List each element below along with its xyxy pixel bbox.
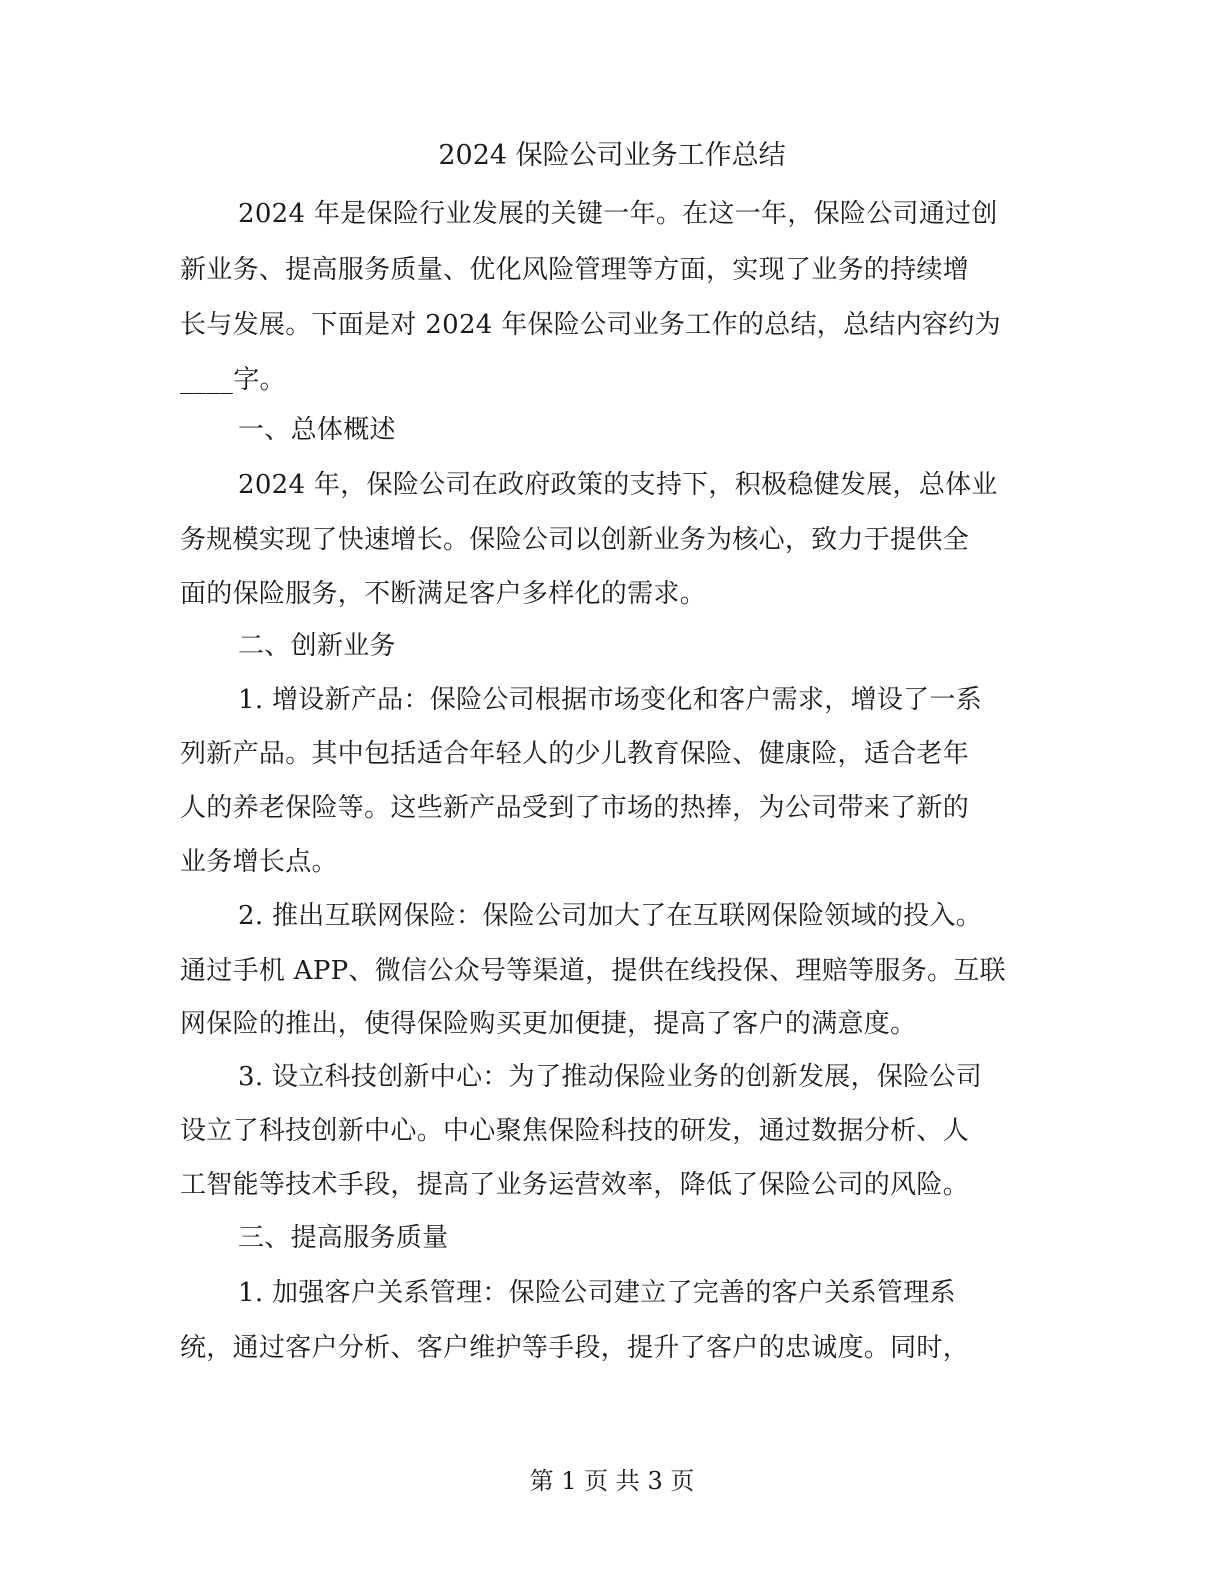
- paragraph-line: 统，通过客户分析、客户维护等手段，提升了客户的忠诚度。同时，: [180, 1333, 970, 1363]
- paragraph-line: 面的保险服务，不断满足客户多样化的需求。: [180, 579, 707, 609]
- paragraph-line: 1. 加强客户关系管理：保险公司建立了完善的客户关系管理系: [238, 1278, 956, 1308]
- paragraph-line: 业务增长点。: [180, 847, 338, 877]
- section-heading: 一、总体概述: [238, 415, 396, 445]
- paragraph-line: 务规模实现了快速增长。保险公司以创新业务为核心，致力于提供全: [180, 525, 970, 555]
- section-heading: 二、创新业务: [238, 631, 396, 661]
- paragraph-line: 列新产品。其中包括适合年轻人的少儿教育保险、健康险，适合老年: [180, 739, 970, 769]
- paragraph-line: 2024 年是保险行业发展的关键一年。在这一年，保险公司通过创: [238, 199, 998, 229]
- paragraph-line: 通过手机 APP、微信公众号等渠道，提供在线投保、理赔等服务。互联: [180, 956, 1006, 986]
- paragraph-line: 人的养老保险等。这些新产品受到了市场的热捧，为公司带来了新的: [180, 793, 970, 823]
- document-title: 2024 保险公司业务工作总结: [438, 140, 786, 171]
- paragraph-line: 长与发展。下面是对 2024 年保险公司业务工作的总结，总结内容约为: [180, 310, 1001, 340]
- paragraph-line: 新业务、提高服务质量、优化风险管理等方面，实现了业务的持续增: [180, 255, 970, 285]
- paragraph-line: 工智能等技术手段，提高了业务运营效率，降低了保险公司的风险。: [180, 1170, 970, 1200]
- paragraph-line: 2. 推出互联网保险：保险公司加大了在互联网保险领域的投入。: [238, 901, 983, 931]
- paragraph-line: ____字。: [180, 365, 286, 395]
- paragraph-line: 3. 设立科技创新中心：为了推动保险业务的创新发展，保险公司: [238, 1062, 983, 1092]
- paragraph-line: 2024 年，保险公司在政府政策的支持下，积极稳健发展，总体业: [238, 470, 998, 500]
- paragraph-line: 设立了科技创新中心。中心聚焦保险科技的研发，通过数据分析、人: [180, 1116, 970, 1146]
- paragraph-line: 1. 增设新产品：保险公司根据市场变化和客户需求，增设了一系: [238, 685, 983, 715]
- section-heading: 三、提高服务质量: [238, 1223, 449, 1253]
- page-number-footer: 第 1 页 共 3 页: [529, 1467, 695, 1495]
- paragraph-line: 网保险的推出，使得保险购买更加便捷，提高了客户的满意度。: [180, 1009, 917, 1039]
